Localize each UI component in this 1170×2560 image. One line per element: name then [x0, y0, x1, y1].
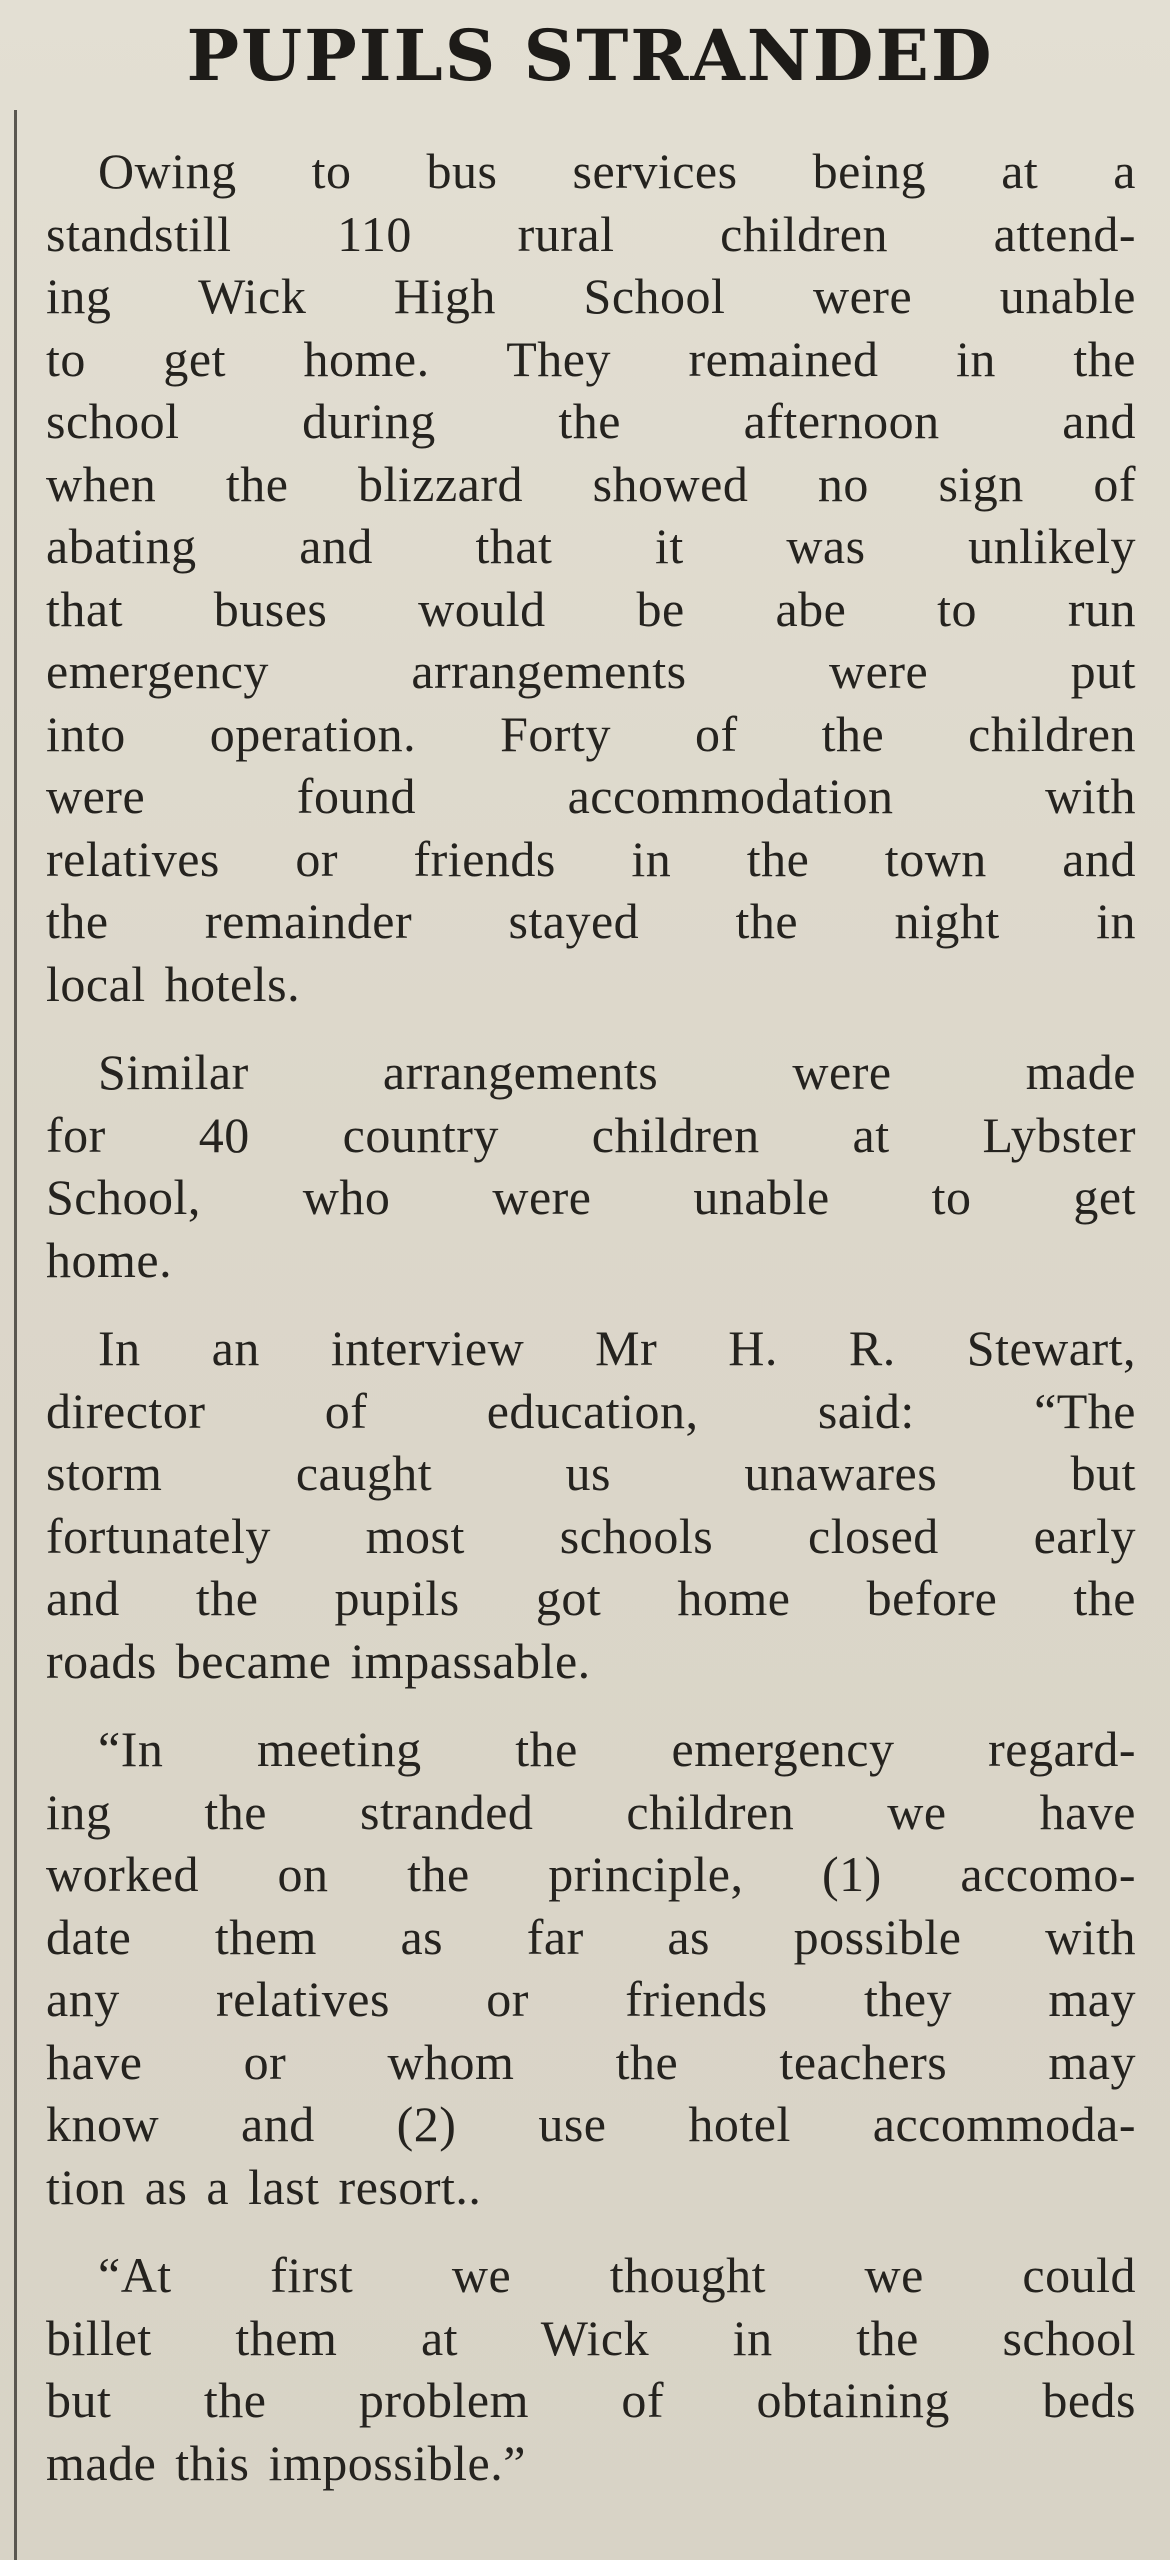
text-line: into operation. Forty of the children: [46, 705, 1136, 762]
paragraph-5: [46, 2244, 1136, 2494]
headline: PUPILS STRANDED: [186, 14, 994, 97]
column-rule: [14, 110, 17, 2560]
text-line: “At first we thought we could: [98, 2247, 1136, 2303]
text-line: and the pupils got home before the: [46, 1570, 1136, 1626]
text-line: when the blizzard showed no sign of: [46, 455, 1136, 512]
text-line: fortunately most schools closed early: [46, 1507, 1136, 1564]
text-line: home.: [46, 1231, 173, 1288]
text-line: the remainder stayed the night in: [46, 893, 1136, 949]
text-line: tion as a last resort..: [46, 2158, 482, 2215]
text-line: roads became impassable.: [46, 1632, 591, 1689]
text-line: date them as far as possible with: [46, 1908, 1136, 1965]
text-line: to get home. They remained in the: [46, 330, 1136, 387]
text-line: know and (2) use hotel accommoda-: [46, 2096, 1136, 2152]
text-line: School, who were unable to get: [46, 1169, 1136, 1225]
text-line: storm caught us unawares but: [46, 1445, 1136, 1501]
paragraph-3: [46, 1317, 1136, 1692]
text-line: billet them at Wick in the school: [46, 2309, 1136, 2366]
text-line: abating and that it was unlikely: [46, 518, 1136, 574]
article-body: [46, 140, 1136, 2494]
text-line: local hotels.: [46, 955, 301, 1012]
text-line: but the problem of obtaining beds: [46, 2372, 1136, 2428]
text-line: relatives or friends in the town and: [46, 830, 1136, 887]
text-line: for 40 country children at Lybster: [46, 1106, 1136, 1163]
text-line: worked on the principle, (1) accomo-: [46, 1846, 1136, 1902]
paragraph-2: [46, 1041, 1136, 1291]
text-line: director of education, said: “The: [46, 1382, 1136, 1439]
text-line: were found accommodation with: [46, 768, 1136, 824]
text-line: ing the stranded children we have: [46, 1783, 1136, 1840]
paragraph-1: [46, 140, 1136, 1015]
text-line: “In meeting the emergency regard-: [98, 1721, 1136, 1777]
text-line: In an interview Mr H. R. Stewart,: [98, 1320, 1136, 1376]
paragraph-4: [46, 1718, 1136, 2218]
text-line: school during the afternoon and: [46, 393, 1136, 449]
text-line: ing Wick High School were unable: [46, 268, 1136, 324]
text-line: that buses would be abe to run: [46, 580, 1136, 637]
text-line: Similar arrangements were made: [98, 1044, 1136, 1100]
text-line: have or whom the teachers may: [46, 2033, 1136, 2090]
text-line: standstill 110 rural children attend-: [46, 205, 1136, 262]
text-line: emergency arrangements were put: [46, 643, 1136, 699]
text-line: Owing to bus services being at a: [98, 143, 1136, 199]
text-line: any relatives or friends they may: [46, 1971, 1136, 2027]
text-line: made this impossible.”: [46, 2434, 526, 2491]
